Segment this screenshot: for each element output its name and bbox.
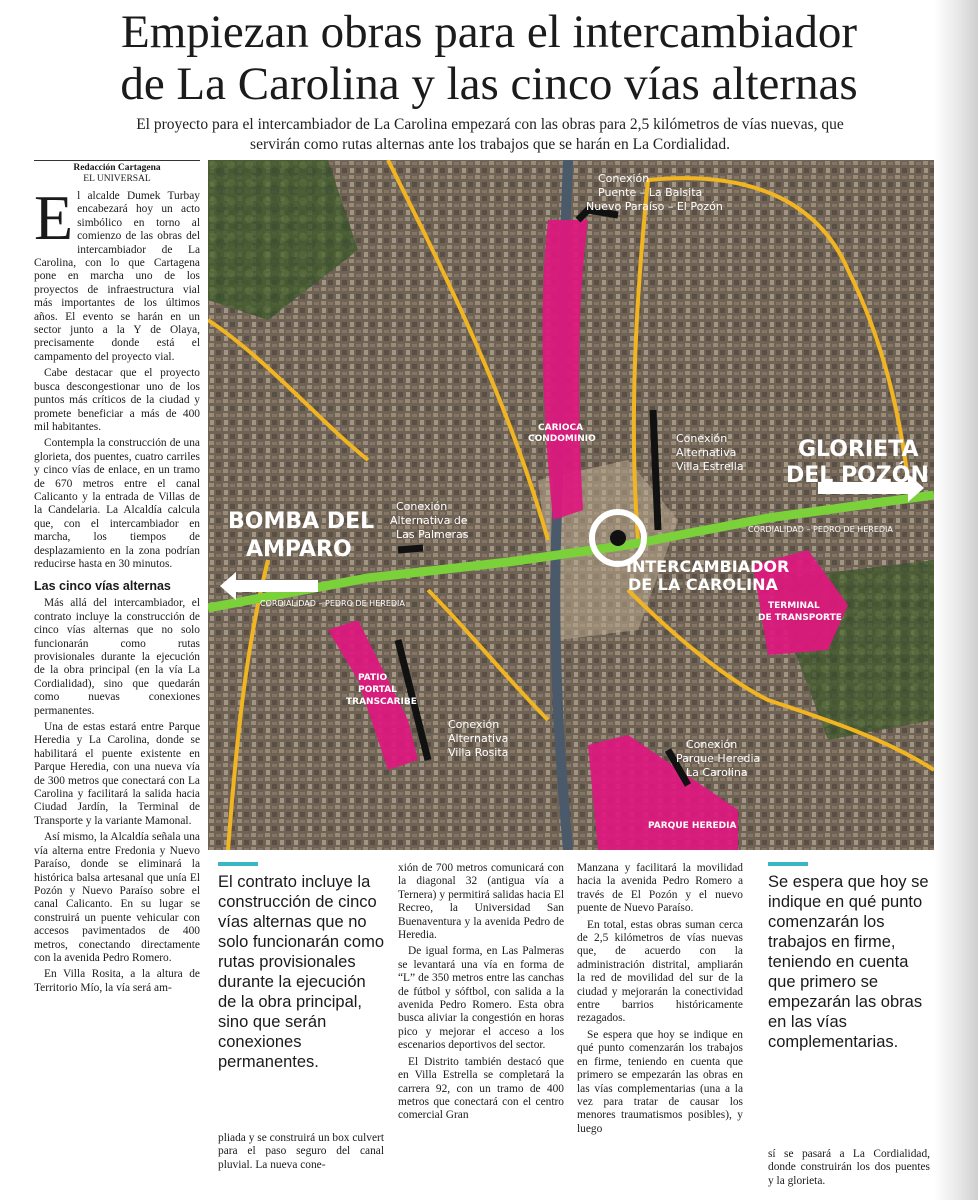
pull-quote-bar <box>768 862 808 866</box>
headline <box>0 6 978 110</box>
label-conexion-puente-2: Puente – La Balsita <box>598 186 703 199</box>
section-subhead: Las cinco vías alternas <box>34 579 171 594</box>
label-estrella-2: Alternativa <box>676 446 737 459</box>
article-column-3 <box>398 862 564 1126</box>
map-label-intercambiador <box>626 557 789 594</box>
article-paragraph: En total, estas obras suman cerca de 2,5 kilómetros de vías nuevas que, de acuerdo con la administración distrital, ampliarán la red de movilidad del sur de la ciudad y mejorarán la conectividad entre barrios históricamente rezagados. <box>577 918 743 1025</box>
article-paragraph: Más allá del intercambiador, el contrato incluye la construcción de cinco vías alternas que no solo funcionarán como rutas provisionales durante la ejecución de la obra principal (en la vía La Cordialidad), sino que quedarán como nuevas conexiones permanentes. <box>34 597 200 717</box>
label-cordialidad-left: CORDIALIDAD – PEDRO DE HEREDIA <box>260 599 405 608</box>
article-paragraph: Una de estas estará entre Parque Heredia y La Carolina, donde se habilitará el puente existente en Parque Heredia, con una nueva vía de 300 metros que conectará con La Carolina y facilitará la salida hacia Ciudad Jardín, la Terminal de Transporte y la variante Mamonal. <box>34 721 200 827</box>
article-paragraph: El Distrito también destacó que en Villa Estrella se completará la carrera 92, con un tramo de 400 metros que conectará con el centro comercial Gran <box>398 1055 564 1122</box>
aerial-map <box>208 160 934 850</box>
label-conexion-puente-1: Conexión <box>598 172 650 185</box>
label-heredia-3: La Carolina <box>686 766 748 779</box>
label-bomba-line2: AMPARO <box>246 537 352 562</box>
label-palmeras-1: Conexión <box>396 500 448 513</box>
page-edge-shadow <box>934 0 978 1200</box>
label-terminal-1: TERMINAL <box>768 601 820 611</box>
article-column-5 <box>768 1148 930 1191</box>
article-paragraph: xión de 700 metros comunicará con la diagonal 32 (antigua vía a Ternera) y permitirá salidas hacia El Recreo, la Universidad San Buenaventura y la avenida Pedro de Heredia. <box>398 862 564 942</box>
article-paragraph: Así mismo, la Alcaldía señala una vía alterna entre Fredonia y Nuevo Paraíso, donde se eliminará la histórica balsa artesanal que unía El Pozón y Nuevo Paraíso sobre el canal Calicanto. En su lugar se construirá un puente vehicular con accesos pavimentados de 400 metros, conectando directamente con la avenida Pedro Romero. <box>34 831 200 964</box>
pull-quote-text: El contrato incluye la construcción de cinco vías alternas que no solo funcionarán como rutas provisionales durante la ejecución de la obra principal, sino que serán conexiones permanentes. <box>218 873 385 1071</box>
map-svg <box>208 160 934 850</box>
label-rosita-1: Conexión <box>448 718 500 731</box>
dropcap: E <box>34 182 74 253</box>
label-heredia-1: Conexión <box>686 738 738 751</box>
label-inter-line1: INTERCAMBIADOR <box>626 557 790 576</box>
label-carioca-1: CARIOCA <box>538 423 584 433</box>
label-conexion-puente-3: Nuevo Paraíso – El Pozón <box>586 200 723 213</box>
article-paragraph: Cabe destacar que el proyecto busca descongestionar uno de los puntos más críticos de la ciudad y promete beneficiar a más de 400 mil habitantes. <box>34 367 200 433</box>
article-paragraph: Manzana y facilitará la movilidad hacia la avenida Pedro Romero a través de El Pozón y el nuevo puente de Nuevo Paraíso. <box>577 862 743 915</box>
article-paragraph: pliada y se construirá un box culvert para el paso seguro del canal pluvial. La nueva cone- <box>218 1132 384 1171</box>
label-patio-3: TRANSCARIBE <box>346 697 417 707</box>
label-cordialidad-right: CORDIALIDAD – PEDRO DE HEREDIA <box>748 525 893 534</box>
article-paragraph: De igual forma, en Las Palmeras se levantará una vía en forma de “L” de 350 metros entre las canchas de fútbol y sóftbol, con salida a la avenida Pedro Romero. Esta obra busca aliviar la congestión en horas pico y mejorar el acceso a los escenarios deportivos del sector. <box>398 945 564 1052</box>
label-palmeras-3: Las Palmeras <box>396 528 469 541</box>
article-paragraph: sí se pasará a La Cordialidad, donde construirán los dos puentes y la glorieta. <box>768 1148 930 1187</box>
label-terminal-2: DE TRANSPORTE <box>758 613 842 623</box>
label-heredia-2: Parque Heredia <box>676 752 761 765</box>
pull-quote-right <box>768 862 930 1052</box>
article-column-4 <box>577 862 743 1139</box>
article-column-2 <box>218 1132 384 1175</box>
label-inter-line2: DE LA CAROLINA <box>628 575 778 594</box>
label-rosita-3: Villa Rosita <box>448 746 509 759</box>
byline-outlet: EL UNIVERSAL <box>83 174 151 184</box>
label-estrella-3: Villa Estrella <box>676 460 744 473</box>
pull-quote-left <box>218 862 384 1072</box>
deck <box>95 115 885 155</box>
label-patio-1: PATIO <box>358 673 388 683</box>
deck-line-1: El proyecto para el intercambiador de La Carolina empezará con las obras para 2,5 kilómetros de vías nuevas, que <box>136 116 844 133</box>
label-patio-2: PORTAL <box>358 685 397 695</box>
article-paragraph: Contempla la construcción de una glorieta, dos puentes, cuatro carriles y cinco vías de enlace, en un tramo de 670 metros entre el canal Calicanto y la entrada de Villas de la Candelaria. La Alcaldía calcula que, con el intercambiador en marcha, los tiempos de desplazamiento en la zona podrían reducirse hasta en 30 minutos. <box>34 437 200 570</box>
headline-line-1: Empiezan obras para el intercambiador <box>121 6 857 58</box>
byline-author: Redacción Cartagena <box>73 163 161 173</box>
label-glorieta-line1: GLORIETA <box>798 437 919 462</box>
label-palmeras-2: Alternativa de <box>390 514 468 527</box>
article-column-1 <box>34 182 200 998</box>
label-parque-heredia: PARQUE HEREDIA <box>648 821 737 831</box>
label-glorieta-line2: DEL POZÓN <box>786 463 929 488</box>
label-carioca-2: CONDOMINIO <box>528 434 596 444</box>
article-paragraph: En Villa Rosita, a la altura de Territorio Mío, la vía será am- <box>34 968 200 994</box>
paragraph-text: l alcalde Dumek Turbay encabezará hoy un acto simbólico en torno al comienzo de las obras del intercambiador de La Carolina, con lo que Cartagena pone en marcha uno de los proyectos de infraestructura vial más importantes de los últimos años. El evento se harán en un sector junto a la Y de Olaya, precisamente donde está el campamento del proyecto vial. <box>34 190 200 363</box>
pull-quote-bar <box>218 862 258 866</box>
label-bomba-line1: BOMBA DEL <box>228 509 375 534</box>
article-paragraph <box>34 182 200 364</box>
label-estrella-1: Conexión <box>676 432 728 445</box>
headline-line-2: de La Carolina y las cinco vías alternas <box>120 58 858 110</box>
pull-quote-text: Se espera que hoy se indique en qué punto comenzarán los trabajos en firme, teniendo en cuenta que primero se empezarán las obras en las vías complementarias. <box>768 873 929 1051</box>
article-paragraph: Se espera que hoy se indique en qué punto comenzarán los trabajos en firme, teniendo en cuenta que primero se empezarán las obras en las vías complementarias (una a la vez para tratar de causar los menores traumatismos posibles), y luego <box>577 1028 743 1135</box>
label-rosita-2: Alternativa <box>448 732 509 745</box>
deck-line-2: servirán como rutas alternas ante los trabajos que se harán en La Cordialidad. <box>250 136 730 153</box>
map-label-glorieta <box>786 437 929 488</box>
